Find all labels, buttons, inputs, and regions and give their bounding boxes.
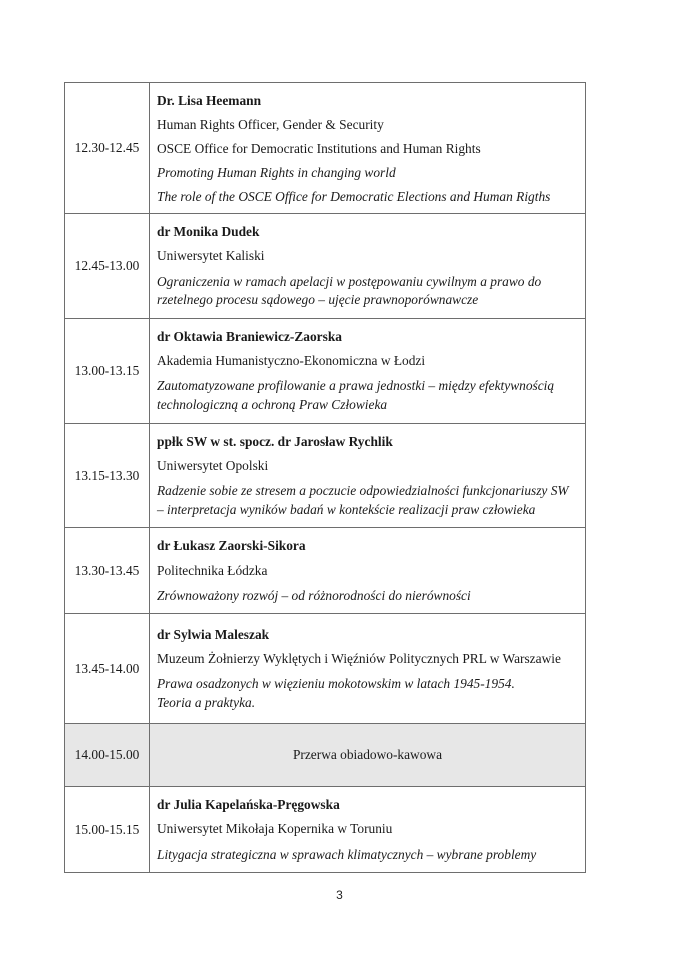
- schedule-row: [65, 214, 586, 319]
- talk-title-line: rzetelnego procesu sądowego – ujęcie prawnoporównawcze: [157, 292, 479, 308]
- talk-title-line: technologiczną a ochroną Praw Człowieka: [157, 397, 388, 412]
- time-slot: 12.45-13.00: [65, 214, 150, 319]
- time-slot: 12.30-12.45: [65, 83, 150, 214]
- talk-title-line: Ograniczenia w ramach apelacji w postępowaniu cywilnym a prawo do: [157, 273, 542, 289]
- schedule-row: [65, 528, 586, 614]
- speaker-name: dr Sylwia Maleszak: [157, 627, 270, 643]
- speaker-affiliation: Uniwersytet Kaliski: [157, 248, 265, 264]
- session-details: [150, 614, 586, 724]
- speaker-affiliation: Politechnika Łódzka: [157, 562, 268, 578]
- speaker-name: Dr. Lisa Heemann: [157, 93, 262, 108]
- break-row: [65, 724, 586, 787]
- session-details: [150, 214, 586, 319]
- talk-title-line: Litygacja strategiczna w sprawach klimatycznych – wybrane problemy: [157, 846, 537, 862]
- session-details: [150, 528, 586, 614]
- page-number: 3: [336, 888, 343, 902]
- talk-title-line: Zrównoważony rozwój – od różnorodności do nierówności: [157, 587, 471, 603]
- speaker-name: dr Łukasz Zaorski-Sikora: [157, 538, 306, 554]
- schedule-row: [65, 423, 586, 528]
- talk-title: [157, 675, 581, 713]
- speaker-affiliation: Muzeum Żołnierzy Wyklętych i Więźniów Politycznych PRL w Warszawie: [157, 651, 561, 667]
- schedule-row: [65, 787, 586, 873]
- talk-title: [157, 846, 581, 865]
- schedule-table: [64, 82, 586, 873]
- time-slot: 13.30-13.45: [65, 528, 150, 614]
- time-slot: 13.45-14.00: [65, 614, 150, 724]
- time-slot: 14.00-15.00: [65, 724, 150, 787]
- talk-title-line: Teoria a praktyka.: [157, 694, 256, 710]
- schedule-row: [65, 614, 586, 724]
- talk-title-line: – interpretacja wyników badań w kontekście realizacji praw człowieka: [157, 501, 536, 517]
- schedule-row: [65, 83, 586, 214]
- speaker-name: ppłk SW w st. spocz. dr Jarosław Rychlik: [157, 433, 393, 449]
- talk-title-line: Prawa osadzonych w więzieniu mokotowskim w latach 1945-1954.: [157, 676, 515, 692]
- talk-title: [157, 587, 581, 606]
- session-details: [150, 319, 586, 424]
- speaker-affiliation: Uniwersytet Mikołaja Kopernika w Toruniu: [157, 821, 393, 837]
- talk-title: [157, 377, 581, 415]
- session-details: [150, 423, 586, 528]
- speaker-affiliation: OSCE Office for Democratic Institutions and Human Rights: [157, 141, 481, 157]
- talk-title: Promoting Human Rights in changing world: [157, 165, 396, 181]
- break-label: Przerwa obiadowo-kawowa: [150, 724, 586, 787]
- session-details: [150, 83, 586, 214]
- talk-title: [157, 273, 581, 311]
- talk-title-line: Radzenie sobie ze stresem a poczucie odpowiedzialności funkcjonariuszy SW: [157, 482, 569, 498]
- speaker-affiliation: Akademia Humanistyczno-Ekonomiczna w Łodzi: [157, 353, 426, 369]
- speaker-affiliation: Uniwersytet Opolski: [157, 457, 269, 473]
- schedule-row: [65, 319, 586, 424]
- time-slot: 13.15-13.30: [65, 423, 150, 528]
- time-slot: 13.00-13.15: [65, 319, 150, 424]
- talk-title: [157, 482, 581, 520]
- session-details: [150, 787, 586, 873]
- speaker-name: dr Julia Kapelańska-Pręgowska: [157, 797, 340, 813]
- speaker-position: Human Rights Officer, Gender & Security: [157, 117, 384, 133]
- talk-subtitle: The role of the OSCE Office for Democratic Elections and Human Rigths: [157, 189, 551, 205]
- speaker-name: dr Monika Dudek: [157, 224, 260, 240]
- time-slot: 15.00-15.15: [65, 787, 150, 873]
- talk-title-line: Zautomatyzowane profilowanie a prawa jednostki – między efektywnością: [157, 378, 555, 394]
- speaker-name: dr Oktawia Braniewicz-Zaorska: [157, 329, 342, 345]
